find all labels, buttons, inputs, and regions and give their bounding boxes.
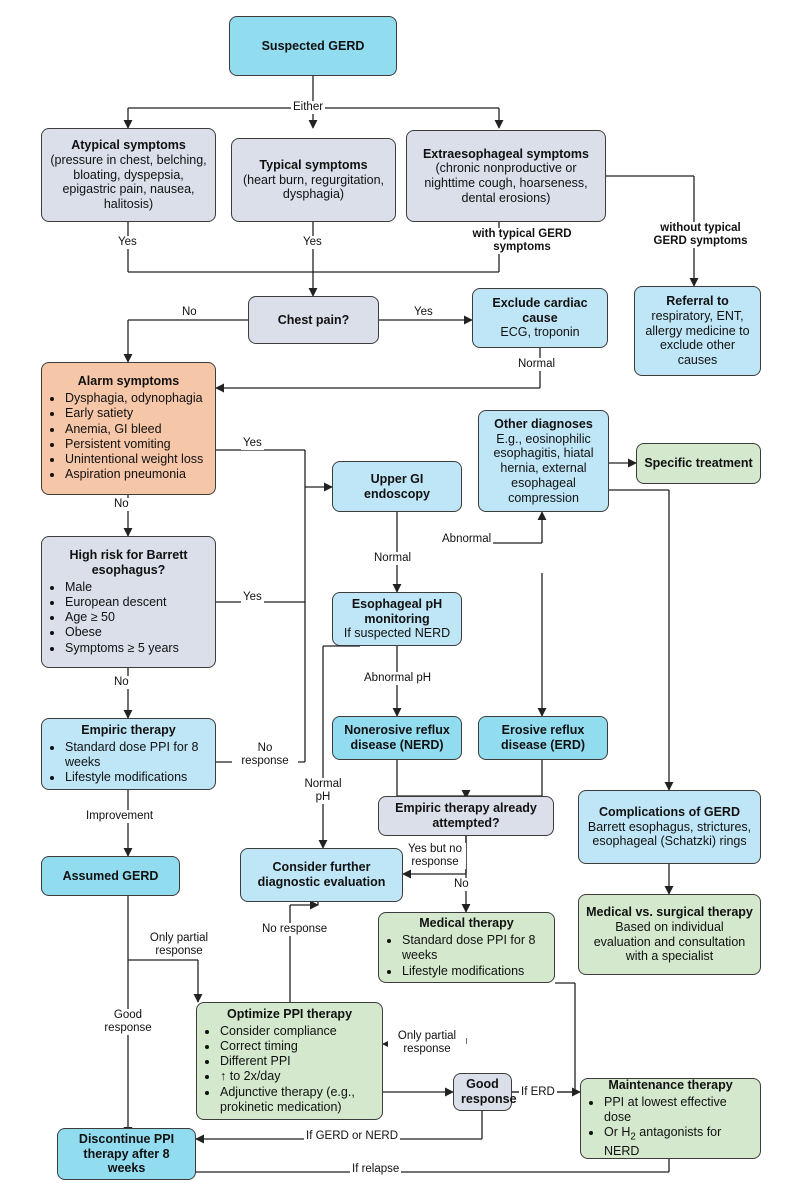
node-chest-pain[interactable] [248,296,379,344]
node-title: Specific treatment [644,456,753,471]
node-upper-gi-endoscopy[interactable] [332,461,462,512]
edge-label-with-typical: with typical GERD symptoms [465,228,579,254]
node-title: Extraesophageal symptoms [422,146,590,161]
list-item: • European descent [64,595,208,610]
node-medical-vs-surgical-therapy[interactable] [578,894,761,975]
list-item: • Or $H_2$ antagonists for NERD [603,1125,753,1159]
node-bullets [204,1024,375,1116]
node-title: Nonerosive reflux disease (NERD) [344,723,450,752]
node-referral[interactable] [634,286,761,376]
node-title: Discontinue PPI therapy after 8 weeks [78,1131,175,1176]
node-typical-symptoms[interactable] [231,138,396,222]
node-atypical-symptoms[interactable] [41,128,216,222]
edge-label-yes-but-no-response: Yes but no response [404,843,466,869]
edge-label-yes-alarm: Yes [243,437,262,449]
node-title: Esophageal pH monitoring [351,596,443,626]
node-title: Complications of GERD [599,804,740,819]
node-consider-further-evaluation[interactable] [240,848,403,902]
node-title: Empiric therapy [81,722,176,737]
node-title: Alarm symptoms [77,374,180,389]
node-title: Upper GI endoscopy [364,471,430,501]
edge-label-either: Either [293,101,324,113]
node-title: Erosive reflux disease (ERD) [500,723,586,752]
node-title: Other diagnoses [494,416,593,431]
node-title: High risk for Barrett esophagus? [69,548,188,577]
edge-label-normal-cardiac: Normal [518,358,556,370]
node-subtext: respiratory, ENT, allergy medicine to exclude other causes [645,308,750,368]
edge-label-if-relapse: If relapse [352,1163,400,1175]
node-subtext: (chronic nonproductive or nighttime cough, hoarseness, dental erosions) [424,161,588,205]
edge-label-no-barrett: No [114,676,129,688]
list-item: • Standard dose PPI for 8 weeks [64,740,208,771]
node-title: Typical symptoms [259,157,368,172]
node-good-response[interactable] [453,1073,517,1111]
node-other-diagnoses[interactable] [478,410,609,512]
node-assumed-gerd[interactable] [41,856,180,896]
node-erd[interactable] [478,716,608,760]
edge-label-abnormal-endoscopy: Abnormal [442,533,492,545]
list-item: • Standard dose PPI for 8 weeks [401,933,547,964]
edge-label-no-empiric-attempted: No [454,878,469,890]
node-subtext: (pressure in chest, belching, bloating, dyspepsia, epigastric pain, nausea, halitosis) [50,152,207,212]
edge-label-without-typical: without typical GERD symptoms [646,222,755,248]
edge-label-yes-typical: Yes [303,236,322,248]
list-item: • Anemia, GI bleed [64,422,208,437]
edge-label-good-response-left: Good response [97,1009,159,1035]
node-subtext: (heart burn, regurgitation, dysphagia) [242,172,385,202]
node-title: Empiric therapy already attempted? [395,801,537,830]
edge-label-improvement: Improvement [86,810,154,822]
edge-label-if-erd: If ERD [521,1086,555,1098]
list-item: • Symptoms ≥ 5 years [64,641,208,656]
node-empiric-therapy[interactable] [41,718,216,790]
list-item: • Different PPI [219,1054,375,1069]
node-title: Chest pain? [277,312,350,327]
node-suspected-gerd[interactable] [229,16,397,76]
edge-label-abnormal-ph: Abnormal pH [364,672,432,684]
edge-label-yes-atypical: Yes [118,236,137,248]
node-title: Atypical symptoms [71,138,186,153]
list-item: • ↑ to 2x/day [219,1069,375,1084]
node-esophageal-ph-monitoring[interactable] [332,592,462,646]
edge-label-yes-barrett: Yes [243,591,262,603]
edge-label-normal-ph: Normal pH [296,778,350,804]
list-item: • Lifestyle modifications [401,964,547,979]
node-nerd[interactable] [332,716,462,760]
edge-label-if-gerd-or-nerd: If GERD or NERD [306,1130,399,1142]
list-item: • Consider compliance [219,1024,375,1039]
node-complications-of-gerd[interactable] [578,790,761,864]
node-specific-treatment[interactable] [636,443,761,484]
edge-label-normal-endoscopy: Normal [374,552,412,564]
list-item: • Obese [64,625,208,640]
list-item: • Age ≥ 50 [64,610,208,625]
list-item: • Early satiety [64,406,208,421]
node-empiric-therapy-attempted[interactable] [378,796,554,836]
list-item: • Male [64,580,208,595]
node-title: Consider further diagnostic evaluation [257,860,386,889]
node-alarm-symptoms[interactable] [41,362,216,495]
edge-label-no-response-empiric: No response [232,742,298,768]
node-bullets [49,740,208,786]
node-high-risk-barrett[interactable] [41,536,216,668]
list-item: • Dysphagia, odynophagia [64,391,208,406]
node-title: Suspected GERD [261,38,365,53]
list-item: • PPI at lowest effective dose [603,1095,753,1126]
edge-label-yes-chest-pain: Yes [414,306,433,318]
node-title: Maintenance therapy [608,1078,733,1093]
node-bullets [49,580,208,656]
node-title: Optimize PPI therapy [226,1006,353,1021]
node-title: Medical therapy [419,916,514,931]
node-exclude-cardiac-cause[interactable] [472,288,608,348]
edge-label-only-partial-response-medical: Only partial response [388,1030,466,1056]
list-item: • Persistent vomiting [64,437,208,452]
node-maintenance-therapy[interactable] [580,1078,761,1159]
list-item: • Aspiration pneumonia [64,467,208,482]
node-title: Assumed GERD [62,868,159,883]
edge-label-only-partial-response-left: Only partial response [140,932,218,958]
node-title: Referral to [666,294,729,309]
node-subtext: Barrett esophagus, strictures, esophageal (Schatzki) rings [587,819,752,849]
node-medical-therapy[interactable] [378,912,555,983]
node-discontinue-ppi[interactable] [57,1128,196,1180]
node-bullets [386,933,547,979]
node-title: Good response [461,1077,517,1106]
list-item: • Adjunctive therapy (e.g., prokinetic medication) [219,1085,375,1116]
list-item: • Lifestyle modifications [64,770,208,785]
edge-label-no-alarm: No [114,498,129,510]
node-subtext: Based on individual evaluation and consultation with a specialist [593,919,746,964]
edge-label-no-chest-pain: No [182,306,197,318]
edge-label-no-response-optimize: No response [262,923,328,935]
node-extraesophageal-symptoms[interactable] [406,130,606,222]
node-bullets [588,1095,753,1159]
list-item: • Unintentional weight loss [64,452,208,467]
node-subtext: E.g., eosinophilic esophagitis, hiatal hernia, external esophageal compression [493,431,594,505]
node-title: Medical vs. surgical therapy [586,905,753,919]
node-title: Exclude cardiac cause [492,295,588,325]
node-subtext: ECG, troponin [500,325,580,340]
node-bullets [49,391,208,483]
list-item: • Correct timing [219,1039,375,1054]
node-subtext: If suspected NERD [343,626,451,641]
node-optimize-ppi-therapy[interactable] [196,1002,383,1120]
